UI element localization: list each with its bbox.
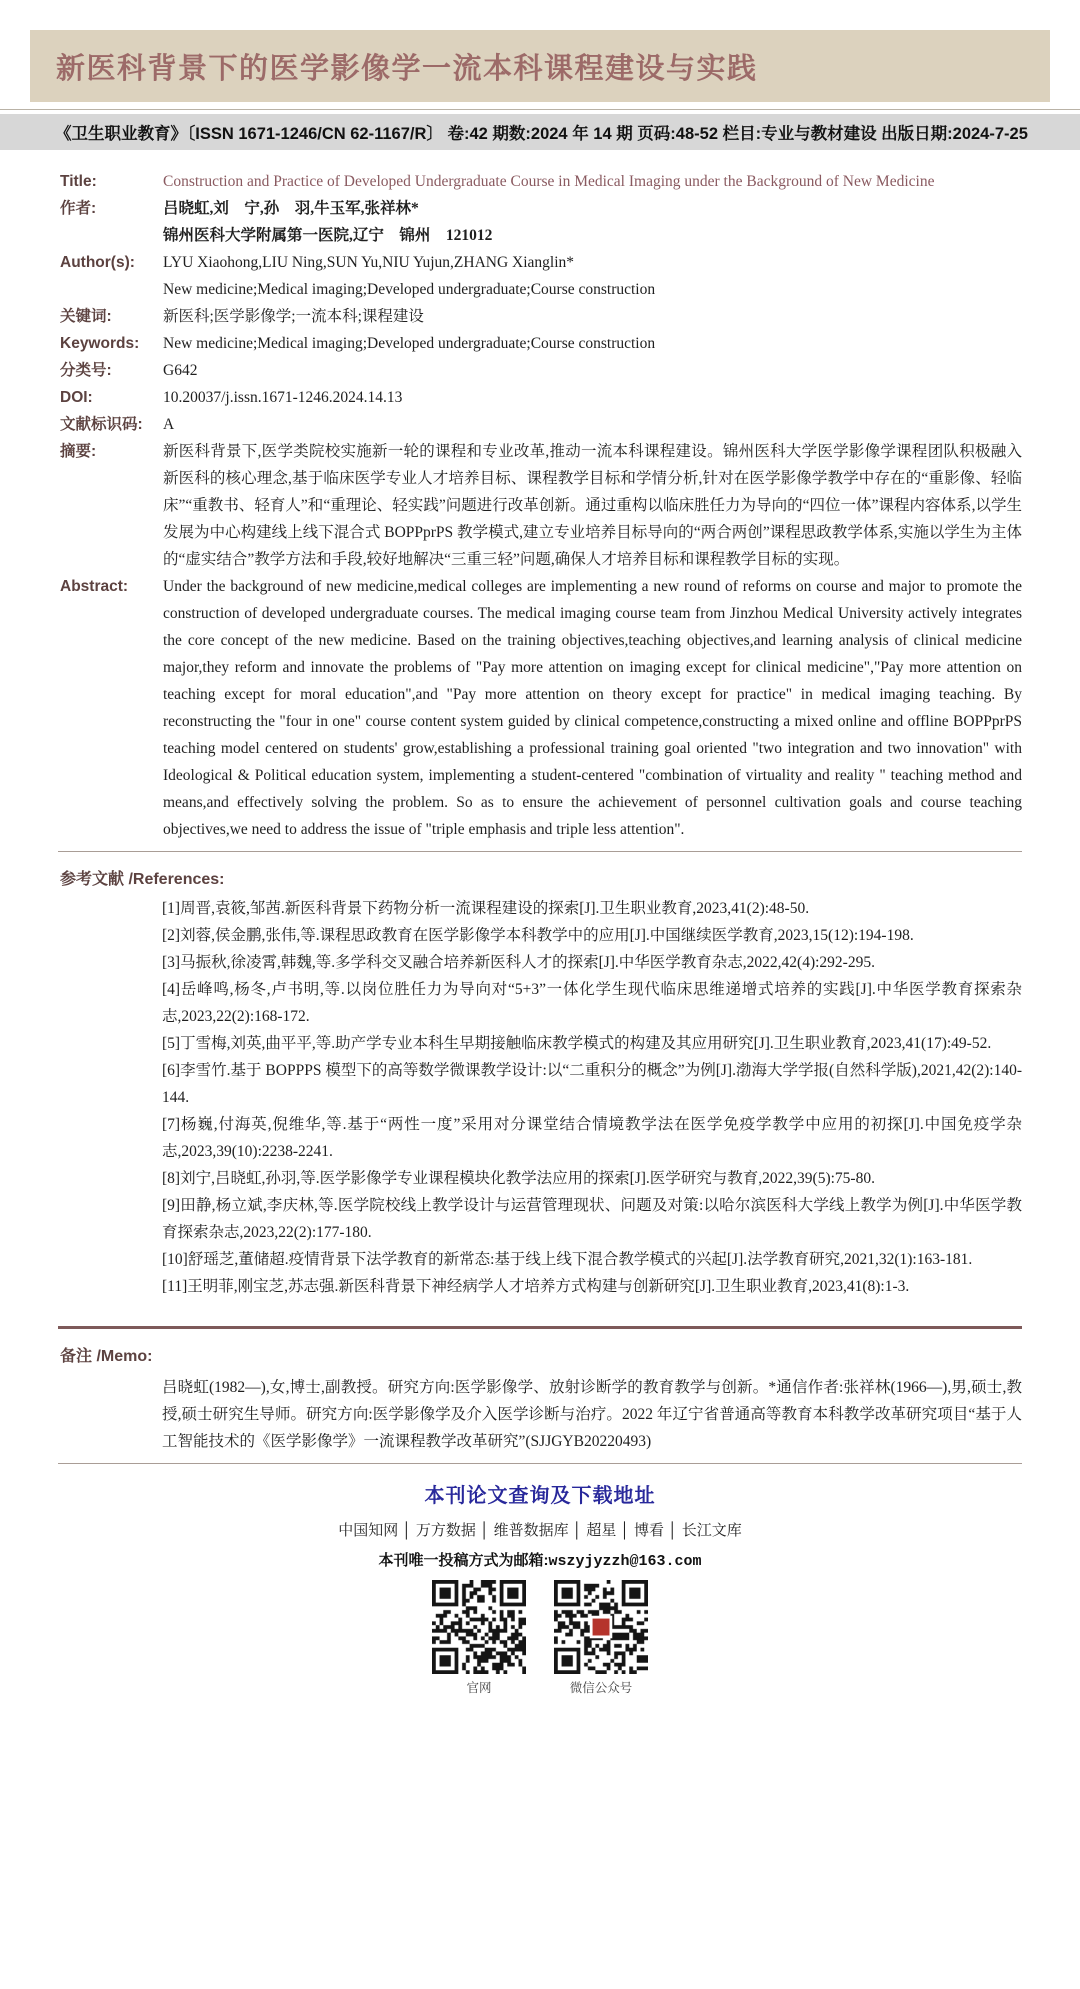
- reference-item: [10]舒瑶芝,董储超.疫情背景下法学教育的新常态:基于线上线下混合教学模式的兴起[J].法学教育研究,2021,32(1):163-181.: [162, 1251, 973, 1268]
- field-row-abstract-cn: [60, 438, 1022, 573]
- reference-item: [7]杨巍,付海英,倪维华,等.基于“两性一度”采用对分课堂结合情境教学法在医学免疫学教学中应用的初探[J].中国免疫学杂志,2023,39(10):2238-2241.: [162, 1116, 1022, 1160]
- field-row-doi: [60, 384, 1022, 411]
- article-title-banner: [30, 30, 1050, 102]
- doi-value: 10.20037/j.issn.1671-1246.2024.14.13: [163, 389, 403, 406]
- references-list: [162, 895, 1022, 1300]
- memo-text: 吕晓虹(1982—),女,博士,副教授。研究方向:医学影像学、放射诊断学的教育教学与创新。*通信作者:张祥林(1966—),男,硕士,教授,硕士研究生导师。研究方向:医学影像学及介入医学诊断与治疗。2022 年辽宁省普通高等教育本科教学改革研究项目“基于人工智能技术的《医学影像学》一流课程教学改革研究”(SJJGYB20220493): [162, 1379, 1022, 1450]
- abstract-en: Under the background of new medicine,medical colleges are implementing a new round of reforms on course and major to promote the construction of developed undergraduate courses. The medical imaging course team from Jinzhou Medical University actively integrates the core concept of the new medicine. Based on the training objectives,teaching objectives,and learning analysis of clinical medicine major,they reform and innovate the problems of "Pay more attention on imaging except for clinical medicine","Pay more attention on teaching except for moral education",and "Pay more attention on theory except for practice" in medical imaging teaching. By reconstructing the "four in one" course content system guided by clinical competence,constructing a mixed online and offline BOPPprPS teaching model centered on students' grow,establishing a professional training goal oriented "two integration and two innovation" with Ideological & Political education system, implementing a student-centered "combination of virtuality and reality " teaching method and means,and effectively solving the problem. So as to ensure the achievement of personnel cultivation goals and course teaching objectives,we need to address the issue of "triple emphasis and triple less attention".: [163, 578, 1022, 838]
- reference-item: [2]刘蓉,侯金鹏,张伟,等.课程思政教育在医学影像学本科教学中的应用[J].中国继续医学教育,2023,15(12):194-198.: [162, 927, 914, 944]
- field-label-keywords-cn: 关键词:: [60, 308, 112, 325]
- field-label-doi: DOI:: [60, 389, 93, 406]
- qr-label-official-site: 官网: [466, 1681, 492, 1695]
- field-row-keywords-en: [60, 330, 1022, 357]
- divider-above-references: [58, 851, 1022, 852]
- divider-under-banner: [0, 109, 1080, 110]
- qr-code-official-site-image: [432, 1580, 526, 1674]
- field-row-authors-cn: [60, 195, 1022, 249]
- qr-box-official-site: [432, 1580, 526, 1696]
- footer-submission-line: [0, 1549, 1080, 1570]
- affiliation-cn: 锦州医科大学附属第一医院,辽宁 锦州 121012: [163, 227, 493, 244]
- journal-info-text: 《卫生职业教育》〔ISSN 1671-1246/CN 62-1167/R〕 卷:42 期数:2024 年 14 期 页码:48-52 栏目:专业与教材建设 出版日期:2024-7-25: [55, 125, 1028, 143]
- authors-en: LYU Xiaohong,LIU Ning,SUN Yu,NIU Yujun,ZHANG Xianglin*: [163, 254, 575, 271]
- submission-email: wszyjyzzh@163.com: [548, 1553, 702, 1570]
- footer-heading: 本刊论文查询及下载地址: [424, 1485, 656, 1507]
- qr-box-wechat: [554, 1580, 648, 1696]
- qr-code-row: [0, 1580, 1080, 1696]
- reference-item: [11]王明菲,刚宝芝,苏志强.新医科背景下神经病学人才培养方式构建与创新研究[J].卫生职业教育,2023,41(8):1-3.: [162, 1278, 910, 1295]
- reference-item: [1]周晋,袁筱,邹茜.新医科背景下药物分析一流课程建设的探索[J].卫生职业教育,2023,41(2):48-50.: [162, 900, 810, 917]
- reference-item: [4]岳峰鸣,杨冬,卢书明,等.以岗位胜任力为导向对“5+3”一体化学生现代临床思维递增式培养的实践[J].中华医学教育探索杂志,2023,22(2):168-172.: [162, 981, 1022, 1025]
- qr-label-wechat: 微信公众号: [569, 1681, 633, 1695]
- qr-code-wechat-image: [554, 1580, 648, 1674]
- field-label-classification: 分类号:: [60, 362, 112, 379]
- authors-cn: 吕晓虹,刘 宁,孙 羽,牛玉军,张祥林*: [163, 200, 419, 217]
- reference-item: [3]马振秋,徐凌霄,韩魏,等.多学科交叉融合培养新医科人才的探索[J].中华医学教育杂志,2022,42(4):292-295.: [162, 954, 875, 971]
- reference-item: [5]丁雪梅,刘英,曲平平,等.助产学专业本科生早期接触临床教学模式的构建及其应用研究[J].卫生职业教育,2023,41(17):49-52.: [162, 1035, 992, 1052]
- classification-number: G642: [163, 362, 198, 379]
- reference-item: [6]李雪竹.基于 BOPPPS 模型下的高等数学微课教学设计:以“二重积分的概念”为例[J].渤海大学学报(自然科学版),2021,42(2):140-144.: [162, 1062, 1022, 1106]
- field-row-authors-en: [60, 249, 1022, 303]
- submission-prefix: 本刊唯一投稿方式为邮箱:: [378, 1552, 549, 1569]
- field-label-keywords-en: Keywords:: [60, 335, 140, 352]
- field-label-abstract-en: Abstract:: [60, 578, 129, 595]
- memo-heading: 备注 /Memo:: [60, 1348, 153, 1365]
- footer: [0, 1479, 1080, 1696]
- keywords-cn: 新医科;医学影像学;一流本科;课程建设: [163, 308, 424, 325]
- footer-database-list: 中国知网 │ 万方数据 │ 维普数据库 │ 超星 │ 博看 │ 长江文库: [338, 1522, 742, 1539]
- document-code: A: [163, 416, 175, 433]
- field-row-title: [60, 168, 1022, 195]
- abstract-cn: 新医科背景下,医学类院校实施新一轮的课程和专业改革,推动一流本科课程建设。锦州医科大学医学影像学课程团队积极融入新医科的核心理念,基于临床医学专业人才培养目标、课程教学目标和学情分析,针对在医学影像学教学中存在的“重影像、轻临床”“重教书、轻育人”和“重理论、轻实践”问题进行改革创新。通过重构以临床胜任力为导向的“四位一体”课程内容体系,以学生发展为中心构建线上线下混合式 BOPPprPS 教学模式,建立专业培养目标导向的“两合两创”课程思政教学体系,实施以学生为主体的“虚实结合”教学方法和手段,较好地解决“三重三轻”问题,确保人才培养目标和课程教学目标的实现。: [163, 443, 1022, 568]
- field-label-abstract-cn: 摘要:: [60, 443, 97, 460]
- field-label-authors-cn: 作者:: [60, 200, 97, 217]
- article-title: 新医科背景下的医学影像学一流本科课程建设与实践: [56, 52, 758, 85]
- reference-item: [9]田静,杨立斌,李庆林,等.医学院校线上教学设计与运营管理现状、问题及对策:以哈尔滨医科大学线上教学为例[J].中华医学教育探索杂志,2023,22(2):177-180.: [162, 1197, 1022, 1241]
- references-heading: 参考文献 /References:: [60, 871, 225, 888]
- divider-above-memo: [58, 1326, 1022, 1329]
- field-row-keywords-cn: [60, 303, 1022, 330]
- field-value-title: Construction and Practice of Developed Undergraduate Course in Medical Imaging under the Background of New Medicine: [163, 173, 935, 190]
- keywords-en: New medicine;Medical imaging;Developed undergraduate;Course construction: [163, 335, 656, 352]
- metadata-section: [60, 168, 1022, 843]
- field-row-abstract-en: [60, 573, 1022, 843]
- field-label-authors-en: Author(s):: [60, 254, 135, 271]
- journal-info-bar: [0, 114, 1080, 150]
- field-label-document-code: 文献标识码:: [60, 416, 143, 433]
- reference-item: [8]刘宁,吕晓虹,孙羽,等.医学影像学专业课程模块化教学法应用的探索[J].医学研究与教育,2022,39(5):75-80.: [162, 1170, 875, 1187]
- field-row-classification: [60, 357, 1022, 384]
- keywords-en-under-authors: New medicine;Medical imaging;Developed undergraduate;Course construction: [163, 281, 656, 298]
- field-label-title: Title:: [60, 173, 97, 190]
- divider-above-footer: [58, 1463, 1022, 1464]
- article-metadata-page: [0, 30, 1080, 1989]
- field-row-document-code: [60, 411, 1022, 438]
